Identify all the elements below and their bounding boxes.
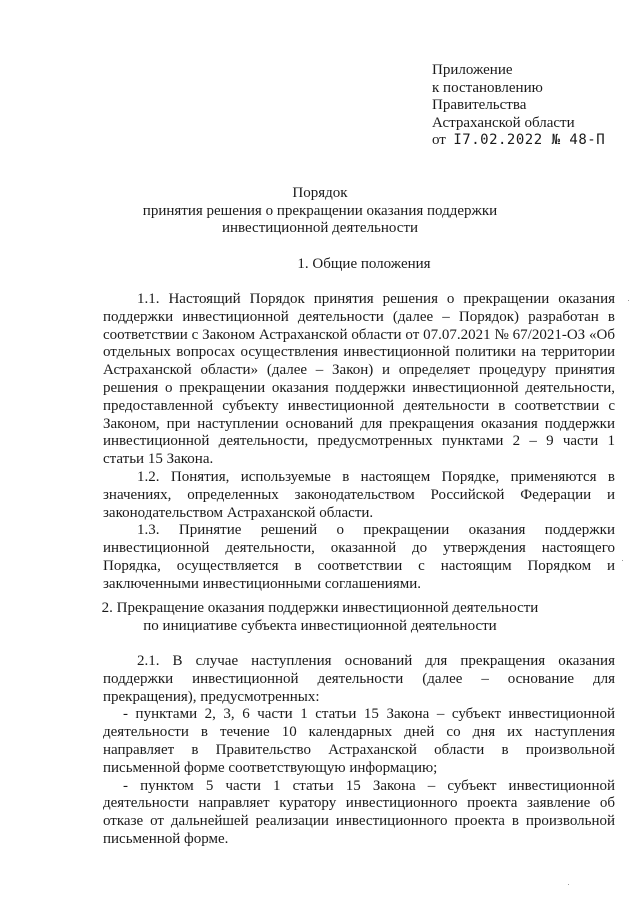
list-item-1: - пунктами 2, 3, 6 части 1 статьи 15 Закона – субъект инвестиционной деятельности в течение 10 календарных дней со дня их наступления направляет в Правительство Астраханской области в произвольной письменной форме соответствующую информацию;	[103, 706, 615, 776]
document-title	[0, 185, 640, 238]
paragraph-2-1: 2.1. В случае наступления оснований для прекращения оказания поддержки инвестиционной деятельности (далее – основание для прекращения), предусмотренных:	[103, 653, 615, 705]
section-2-body	[103, 653, 615, 849]
section-2-heading-line-1: 2. Прекращение оказания поддержки инвестиционной деятельности	[101, 600, 539, 616]
title-line-1: Порядок	[292, 185, 348, 201]
appendix-line-3: Правительства	[432, 97, 527, 113]
date-prefix: от	[432, 132, 446, 148]
appendix-line-2: к постановлению	[432, 79, 543, 96]
appendix-line-1: Приложение	[432, 62, 513, 78]
date-stamp: I7.02.2022 № 48-П	[453, 132, 606, 148]
appendix-date-line	[432, 132, 632, 150]
paragraph-1-3: 1.3. Принятие решений о прекращении оказания поддержки инвестиционной деятельности, оказанной до утверждения настоящего Порядка, осуществляется в соответствии с настоящим Порядком и заключенными инвестиционными соглашениями.	[103, 522, 615, 592]
title-line-3: инвестиционной деятельности	[221, 220, 419, 236]
appendix-block	[432, 62, 632, 150]
paragraph-1-2: 1.2. Понятия, используемые в настоящем Порядке, применяются в значениях, определенных законодательством Российской Федерации и законодательством Астраханской области.	[103, 468, 615, 521]
section-1-heading-text: 1. Общие положения	[297, 256, 431, 272]
paragraph-1-1: 1.1. Настоящий Порядок принятия решения о прекращении оказания поддержки инвестиционной деятельности (далее – Порядок) разработан в соответствии с Законом Астраханской области от 07.07.2021 № 67/2021-ОЗ «Об отдельных вопросах осуществления инвестиционной политики на территории Астраханской области» (далее – Закон) и определяет процедуру принятия решения о прекращении оказания поддержки инвестиционной деятельности, предоставленной субъекту инвестиционной деятельности в соответствии с Законом, при наступлении оснований для прекращения оказания поддержки инвестиционной деятельности, предусмотренных пунктами 2 – 9 части 1 статьи 15 Закона.	[103, 291, 615, 468]
appendix-line-4: Астраханской области	[432, 114, 575, 131]
section-1-heading	[44, 256, 640, 274]
section-1-body	[103, 291, 615, 594]
list-item-2: - пунктом 5 части 1 статьи 15 Закона – субъект инвестиционной деятельности направляет куратору инвестиционного проекта заявление об отказе от дальнейшей реализации инвестиционного проекта в произвольной письменной форме.	[103, 777, 615, 847]
section-2-heading-line-2: по инициативе субъекта инвестиционной деятельности	[143, 617, 497, 634]
title-line-2: принятия решения о прекращении оказания поддержки	[142, 202, 498, 219]
section-2-heading	[40, 600, 600, 635]
